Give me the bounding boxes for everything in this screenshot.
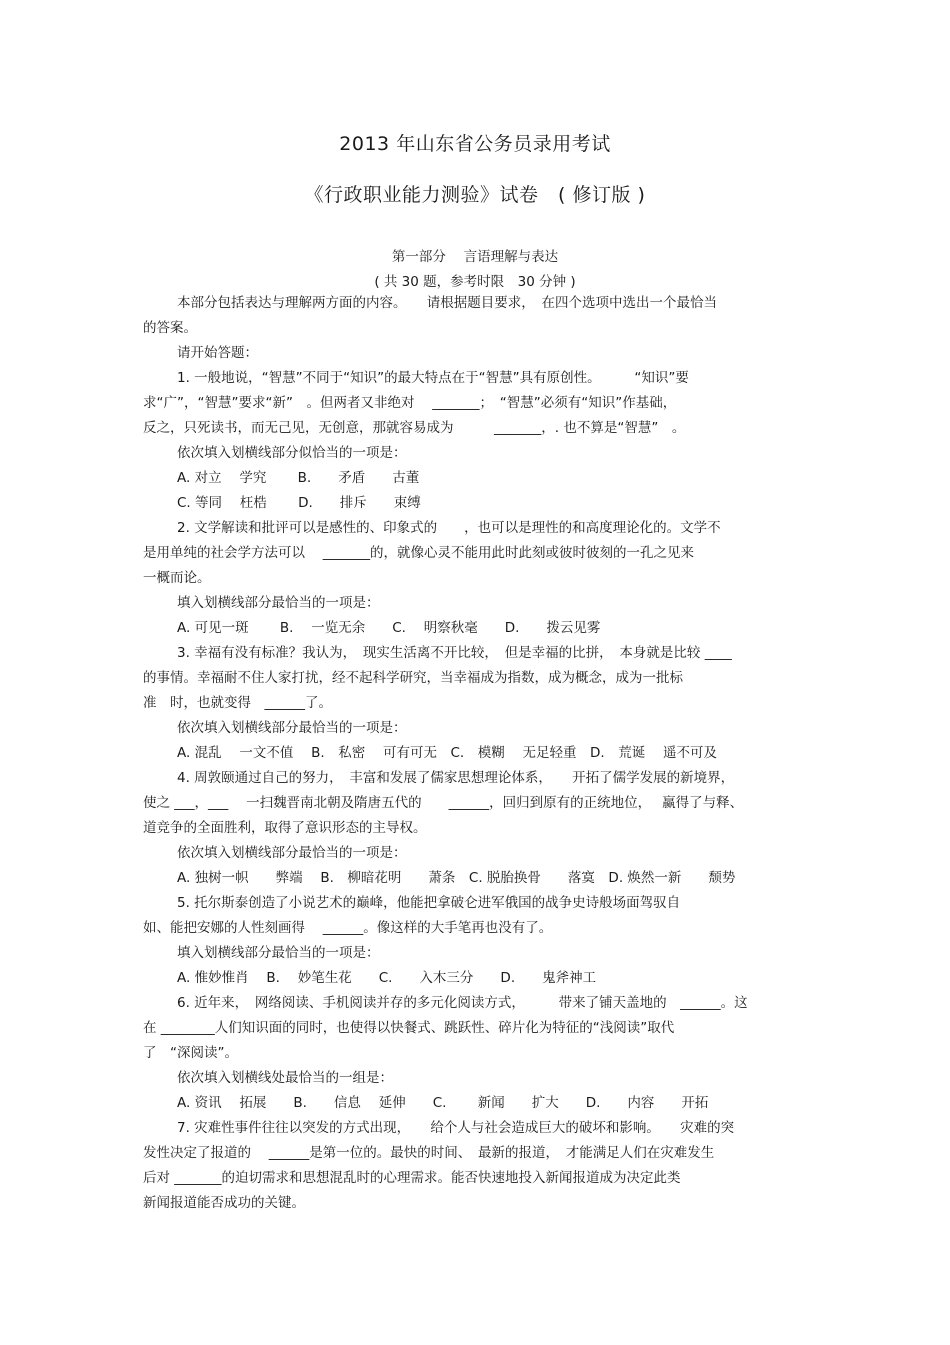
instruction-line: 依次填入划横线部分似恰当的一项是： xyxy=(177,445,407,461)
options-line: C. 等同 枉梏 D. 排斥 束缚 xyxy=(177,495,421,511)
options-line: A. 混乱 一文不值 B. 私密 可有可无 C. 模糊 无足轻重 D. 荒诞 遥不可及 xyxy=(177,745,717,761)
paragraph-line: 的答案。 xyxy=(143,320,197,336)
options-line: A. 资讯 拓展 B. 信息 延伸 C. 新闻 扩大 D. 内容 开拓 xyxy=(177,1095,709,1111)
question-line: 1. 一般地说，“智慧”不同于“知识”的最大特点在于“智慧”具有原创性。 “知识”要 xyxy=(177,370,689,386)
question-line: 7. 灾难性事件往往以突发的方式出现， 给个人与社会造成巨大的破坏和影响。 灾难的突 xyxy=(177,1120,735,1136)
section-note: ( 共 30 题，参考时限 30 分钟 ) xyxy=(374,274,576,290)
options-line: A. 对立 学究 B. 矛盾 古董 xyxy=(177,470,420,486)
instruction-line: 依次填入划横线处最恰当的一组是： xyxy=(177,1070,393,1086)
instruction-line: 填入划横线部分最恰当的一项是： xyxy=(177,945,380,961)
question-line: 在 ________人们知识面的同时，也使得以快餐式、跳跃性、碎片化为特征的“浅阅读”取代 xyxy=(143,1020,675,1036)
question-line: 是用单纯的社会学方法可以 _______的，就像心灵不能用此时此刻或彼时彼刻的一孔之见来 xyxy=(143,545,695,561)
question-line: 2. 文学解读和批评可以是感性的、印象式的 ，也可以是理性的和高度理论化的。文学不 xyxy=(177,520,721,536)
question-line: 准 时，也就变得 ______了。 xyxy=(143,695,332,711)
question-line: 4. 周敦颐通过自己的努力， 丰富和发展了儒家思想理论体系， 开拓了儒学发展的新境界， xyxy=(177,770,735,786)
question-line: 求“广”，“智慧”要求“新” 。但两者又非绝对 _______； “智慧”必须有“知识”作基础， xyxy=(143,395,677,411)
question-line: 3. 幸福有没有标准？我认为， 现实生活离不开比较， 但是幸福的比拼， 本身就是比较 ____ xyxy=(177,645,732,661)
options-line: A. 惟妙惟肖 B. 妙笔生花 C. 入木三分 D. 鬼斧神工 xyxy=(177,970,597,986)
paragraph-line: 请开始答题： xyxy=(177,345,258,361)
question-line: 6. 近年来， 网络阅读、手机阅读并存的多元化阅读方式， 带来了铺天盖地的 ______。这 xyxy=(177,995,748,1011)
instruction-line: 依次填入划横线部分最恰当的一项是： xyxy=(177,845,407,861)
question-line: 的事情。幸福耐不住人家打扰，经不起科学研究，当幸福成为指数，成为概念，成为一批标 xyxy=(143,670,683,686)
page-title: 2013 年山东省公务员录用考试 xyxy=(339,133,611,155)
instruction-line: 填入划横线部分最恰当的一项是： xyxy=(177,595,380,611)
page-subtitle: 《行政职业能力测验》试卷 ( 修订版 ) xyxy=(304,184,646,206)
section-heading: 第一部分 言语理解与表达 xyxy=(391,249,559,265)
question-line: 道竞争的全面胜利，取得了意识形态的主导权。 xyxy=(143,820,427,836)
question-line: 新闻报道能否成功的关键。 xyxy=(143,1195,305,1211)
question-line: 5. 托尔斯泰创造了小说艺术的巅峰，他能把拿破仑进军俄国的战争史诗般场面驾驭自 xyxy=(177,895,681,911)
question-line: 使之 ___，___ 一扫魏晋南北朝及隋唐五代的 ______，回归到原有的正统地位， 赢得了与释、 xyxy=(143,795,744,811)
question-line: 如、能把安娜的人性刻画得 ______。像这样的大手笔再也没有了。 xyxy=(143,920,553,936)
question-line: 发性决定了报道的 ______是第一位的。最快的时间、 最新的报道， 才能满足人们在灾难发生 xyxy=(143,1145,715,1161)
question-line: 了 “深阅读”。 xyxy=(143,1045,238,1061)
question-line: 后对 _______的迫切需求和思想混乱时的心理需求。能否快速地投入新闻报道成为决定此类 xyxy=(143,1170,681,1186)
options-line: A. 独树一帜 弊端 B. 柳暗花明 萧条 C. 脱胎换骨 落寞 D. 焕然一新 颓势 xyxy=(177,870,736,886)
paragraph-line: 本部分包括表达与理解两方面的内容。 请根据题目要求， 在四个选项中选出一个最恰当 xyxy=(177,295,717,311)
question-line: 反之，只死读书，而无己见，无创意，那就容易成为 _______，. 也不算是“智慧” 。 xyxy=(143,420,686,436)
options-line: A. 可见一斑 B. 一览无余 C. 明察秋毫 D. 拨云见雾 xyxy=(177,620,601,636)
question-line: 一概而论。 xyxy=(143,570,211,586)
instruction-line: 依次填入划横线部分最恰当的一项是： xyxy=(177,720,407,736)
